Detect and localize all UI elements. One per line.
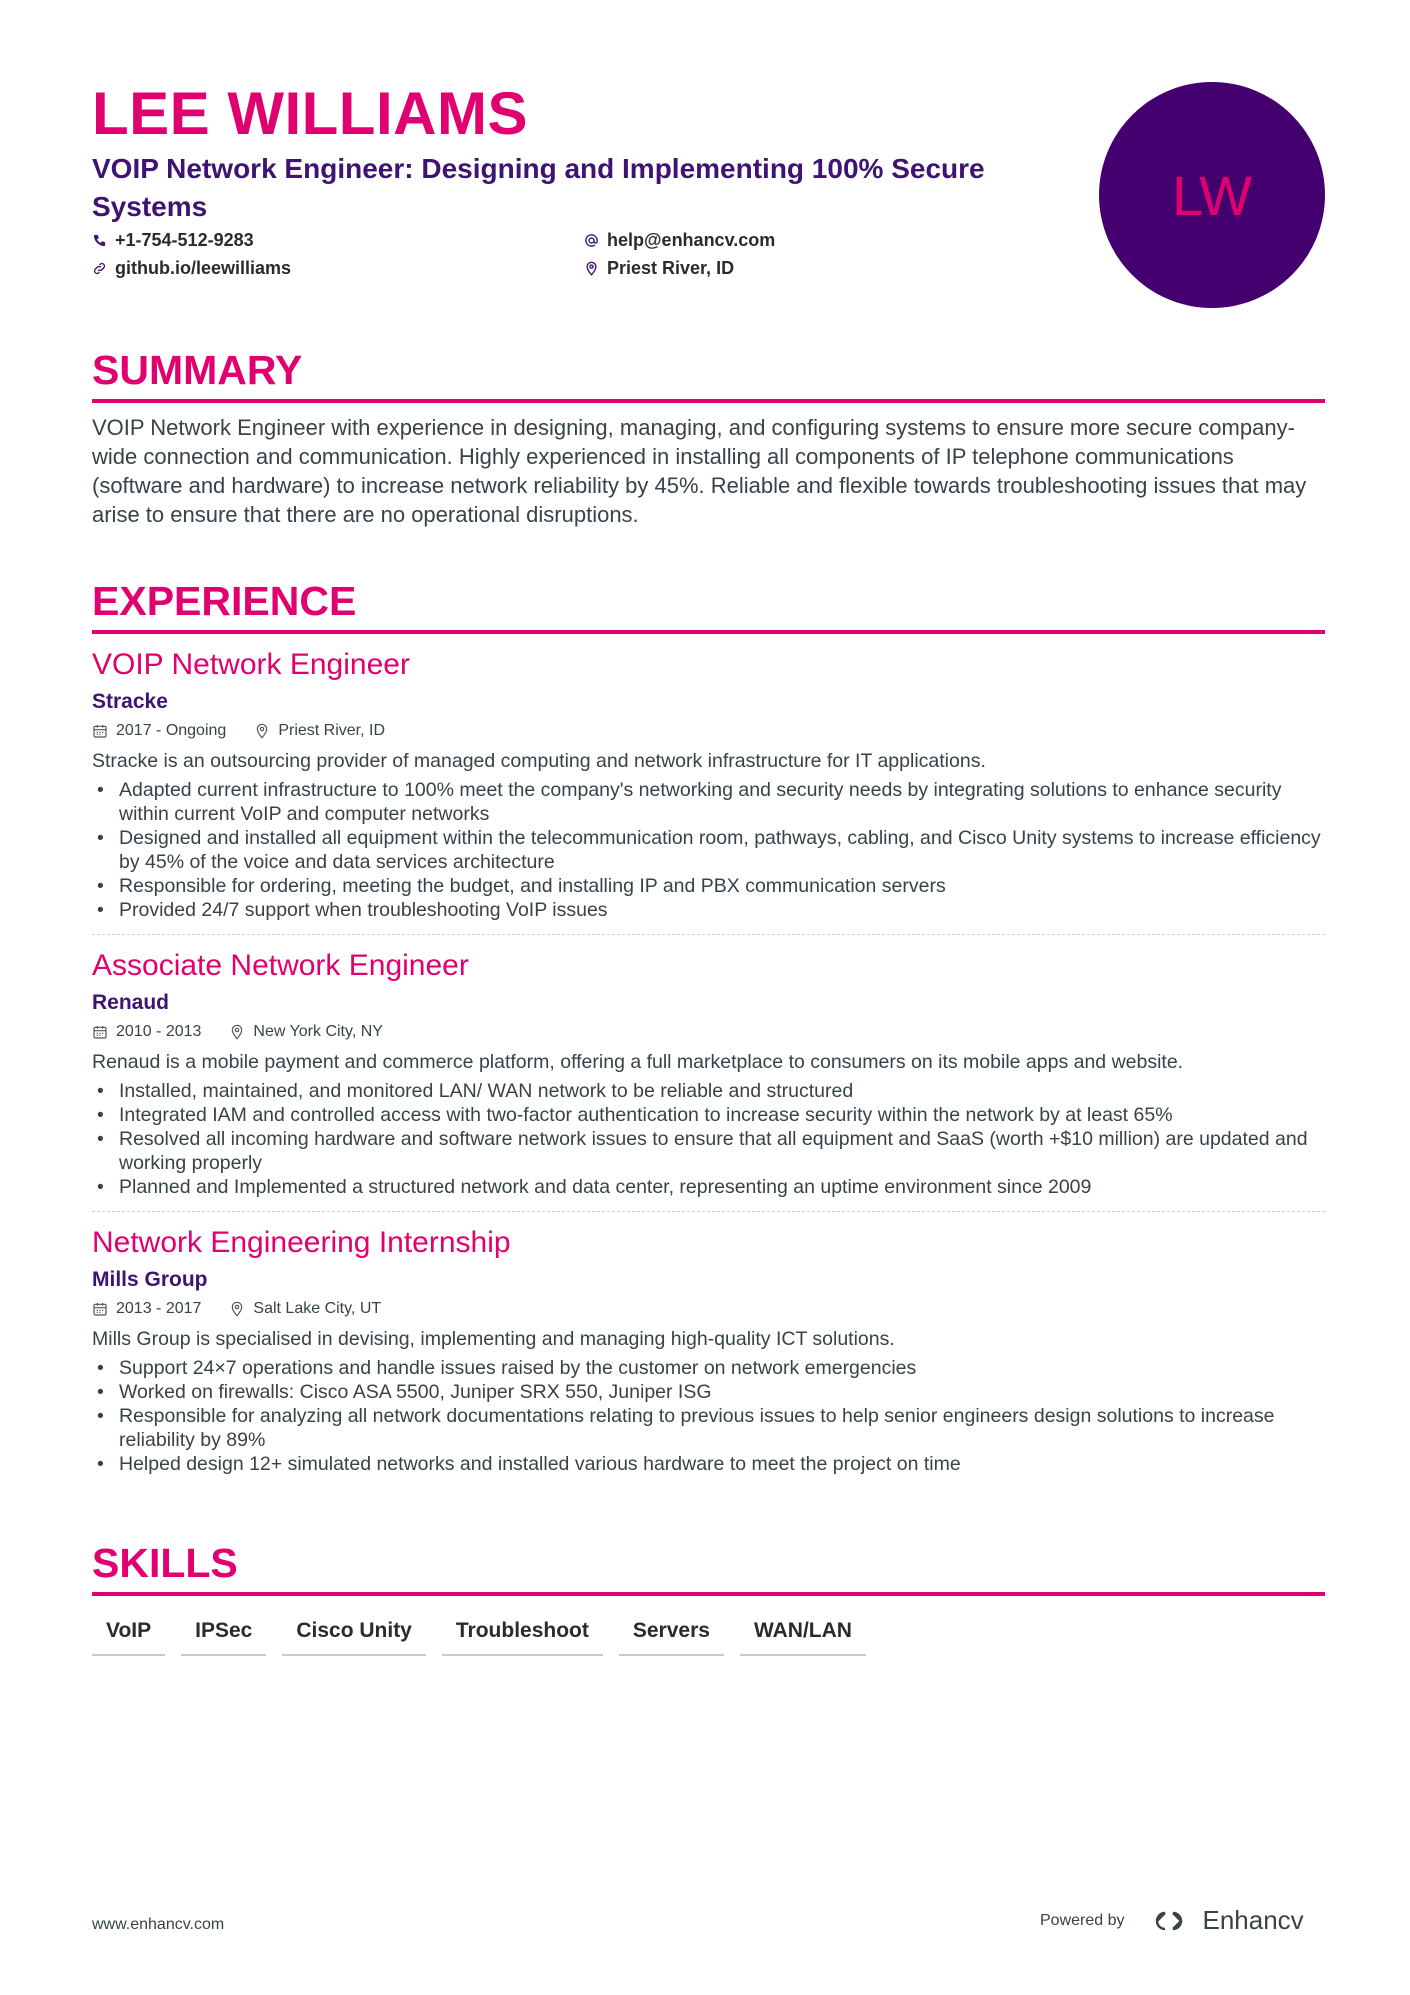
job-bullet: • Installed, maintained, and monitored LAN/ WAN network to be reliable and structured: [92, 1079, 1325, 1103]
brand-logo[interactable]: [1145, 1905, 1304, 1936]
summary-rule: [92, 399, 1325, 403]
website-text: github.io/leewilliams: [115, 258, 292, 278]
contact-phone[interactable]: [92, 230, 254, 251]
contact-location: [584, 258, 734, 279]
phone-text: +1-754-512-9283: [115, 230, 254, 250]
calendar-icon: [92, 1024, 108, 1040]
at-icon: [584, 233, 599, 248]
skill-tag: IPSec: [181, 1616, 266, 1656]
job-entry: [92, 1224, 1325, 1476]
job-divider: [92, 1211, 1325, 1212]
job-bullets: [92, 778, 1325, 922]
job-bullets: [92, 1356, 1325, 1476]
skills-rule: [92, 1592, 1325, 1596]
location-pin-icon: [229, 1301, 245, 1317]
enhancv-logo-icon: [1145, 1907, 1193, 1935]
candidate-headline: VOIP Network Engineer: Designing and Implementing 100% Secure Systems: [92, 153, 985, 222]
job-location: [254, 720, 385, 742]
job-title: Associate Network Engineer: [92, 949, 469, 982]
job-dates: [92, 720, 226, 742]
location-pin-icon: [584, 261, 599, 276]
job-bullet: • Resolved all incoming hardware and software network issues to ensure that all equipment and SaaS (worth +$10 million) are updated and working properly: [92, 1127, 1325, 1175]
powered-by-text: Powered by: [1040, 1911, 1125, 1929]
company-description: Renaud is a mobile payment and commerce platform, offering a full marketplace to consumers on its mobile apps and website.: [92, 1051, 1184, 1073]
contact-email[interactable]: [584, 230, 775, 251]
contact-website[interactable]: [92, 258, 291, 279]
company-description: Stracke is an outsourcing provider of managed computing and network infrastructure for IT applications.: [92, 750, 986, 772]
calendar-icon: [92, 1301, 108, 1317]
job-entry: [92, 947, 1325, 1212]
job-bullet: • Responsible for ordering, meeting the budget, and installing IP and PBX communication servers: [92, 874, 1325, 898]
company-name: Stracke: [92, 690, 168, 713]
job-list: [92, 646, 1325, 1476]
phone-icon: [92, 233, 107, 248]
email-text: help@enhancv.com: [607, 230, 776, 250]
link-icon: [92, 261, 107, 276]
summary-title: SUMMARY: [92, 347, 303, 393]
skill-tag: Troubleshoot: [442, 1616, 603, 1656]
job-entry: [92, 646, 1325, 935]
skill-tag: Cisco Unity: [282, 1616, 426, 1656]
job-bullet: • Worked on firewalls: Cisco ASA 5500, Juniper SRX 550, Juniper ISG: [92, 1380, 1325, 1404]
job-bullet: • Provided 24/7 support when troubleshooting VoIP issues: [92, 898, 1325, 922]
job-meta: [92, 1298, 1325, 1320]
avatar: LW: [1099, 82, 1325, 308]
job-location: [229, 1021, 383, 1043]
skill-tag: Servers: [619, 1616, 724, 1656]
job-location-text: New York City, NY: [253, 1023, 383, 1040]
experience-rule: [92, 630, 1325, 634]
job-dates-text: 2017 - Ongoing: [116, 722, 227, 739]
footer-website[interactable]: www.enhancv.com: [92, 1916, 225, 1933]
job-bullet: • Support 24×7 operations and handle issues raised by the customer on network emergencies: [92, 1356, 1325, 1380]
location-text: Priest River, ID: [607, 258, 735, 278]
job-bullet: • Designed and installed all equipment within the telecommunication room, pathways, cabling, and Cisco Unity systems to increase efficiency by 45% of the voice and data services architecture: [92, 826, 1325, 874]
footer-branding: [1040, 1905, 1304, 1936]
job-meta: [92, 1021, 1325, 1043]
experience-title: EXPERIENCE: [92, 578, 357, 624]
skills-section: [92, 1538, 1325, 1656]
job-divider: [92, 934, 1325, 935]
job-meta: [92, 720, 1325, 742]
company-name: Mills Group: [92, 1268, 208, 1291]
job-dates: [92, 1298, 201, 1320]
job-bullet: • Planned and Implemented a structured network and data center, representing an uptime environment since 2009: [92, 1175, 1325, 1199]
job-bullet: • Helped design 12+ simulated networks and installed various hardware to meet the project on time: [92, 1452, 1325, 1476]
skills-list: [92, 1616, 1325, 1656]
job-location-text: Salt Lake City, UT: [253, 1300, 382, 1317]
skills-title: SKILLS: [92, 1540, 238, 1586]
job-title: Network Engineering Internship: [92, 1226, 511, 1259]
job-bullet: • Responsible for analyzing all network documentations relating to previous issues to help senior engineers design solutions to increase reliability by 89%: [92, 1404, 1325, 1452]
job-location: [229, 1298, 381, 1320]
job-location-text: Priest River, ID: [278, 722, 385, 739]
company-name: Renaud: [92, 991, 170, 1014]
job-dates: [92, 1021, 201, 1043]
experience-section: [92, 576, 1325, 1476]
location-pin-icon: [254, 723, 270, 739]
skill-tag: VoIP: [92, 1616, 165, 1656]
job-title: VOIP Network Engineer: [92, 648, 410, 681]
job-bullets: [92, 1079, 1325, 1199]
candidate-name: LEE WILLIAMS: [92, 80, 528, 147]
skill-tag: WAN/LAN: [740, 1616, 866, 1656]
calendar-icon: [92, 723, 108, 739]
brand-name: Enhancv: [1202, 1905, 1304, 1935]
location-pin-icon: [229, 1024, 245, 1040]
summary-text: VOIP Network Engineer with experience in designing, managing, and configuring systems to ensure more secure company-wide connection and communication. Highly experienced in installing all components of IP telephone communications (software and hardware) to increase network reliability by 45%. Reliable and flexible towards troubleshooting issues that may arise to ensure that there are no operational disruptions.: [92, 415, 1307, 527]
company-description: Mills Group is specialised in devising, implementing and managing high-quality ICT solutions.: [92, 1328, 895, 1350]
job-dates-text: 2010 - 2013: [116, 1023, 202, 1040]
summary-section: [92, 345, 1325, 529]
job-dates-text: 2013 - 2017: [116, 1300, 202, 1317]
job-bullet: • Integrated IAM and controlled access with two-factor authentication to increase security within the network by at least 65%: [92, 1103, 1325, 1127]
job-bullet: • Adapted current infrastructure to 100% meet the company's networking and security needs by integrating solutions to enhance security within current VoIP and computer networks: [92, 778, 1325, 826]
